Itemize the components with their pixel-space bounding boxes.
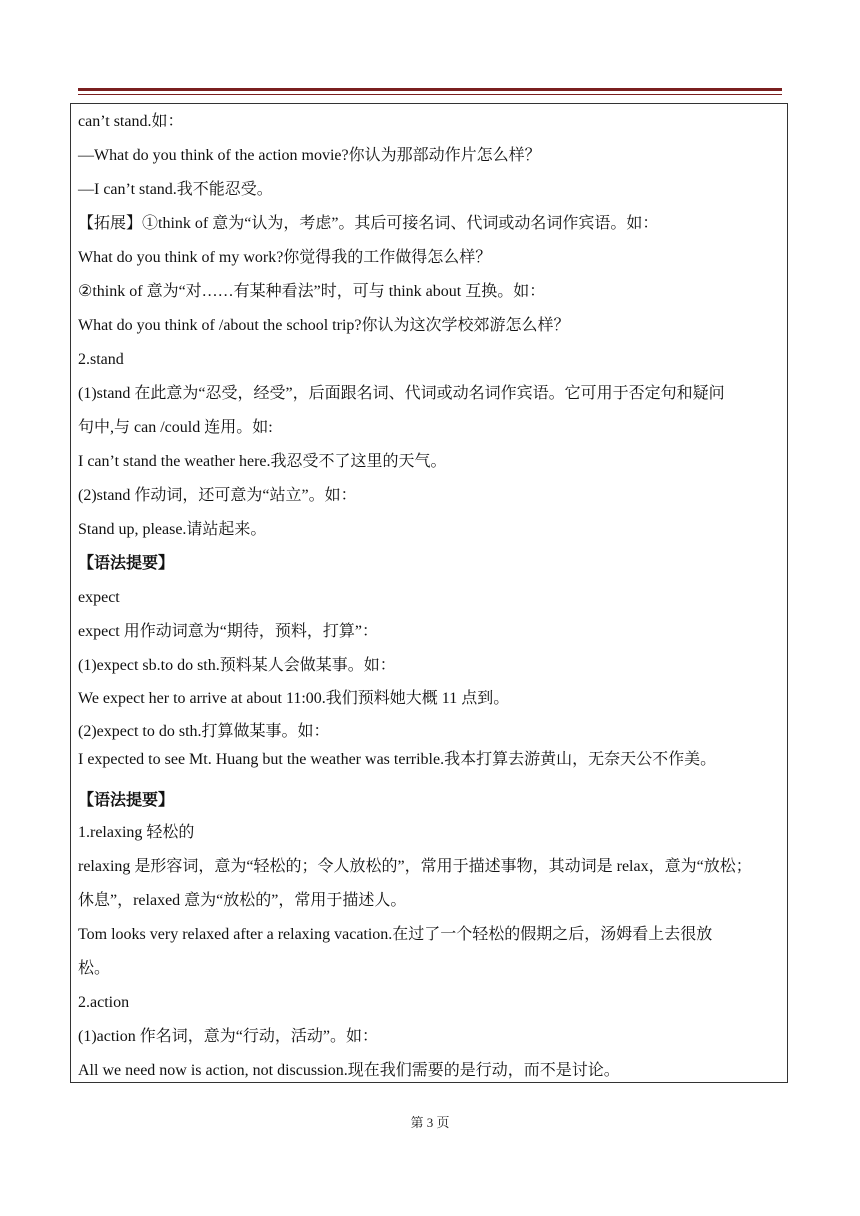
text-line: (1)expect sb.to do sth.预料某人会做某事。如： [78,657,396,674]
text-line: We expect her to arrive at about 11:00.我们预料她大概 11 点到。 [78,690,510,707]
text-line: Stand up, please.请站起来。 [78,521,267,538]
text-line: (2)stand 作动词，还可意为“站立”。如： [78,487,357,504]
section-heading: 2.action [78,994,130,1011]
text-line: —I can’t stand.我不能忍受。 [78,181,273,198]
text-line: relaxing 是形容词，意为“轻松的；令人放松的”，常用于描述事物，其动词是 relax，意为“放松； [78,858,752,875]
grammar-heading: 【语法提要】 [78,555,175,572]
text-line: All we need now is action, not discussion.现在我们需要的是行动，而不是讨论。 [78,1062,620,1079]
text-line: 【拓展】①think of 意为“认为，考虑”。其后可接名词、代词或动名词作宾语。如： [78,215,659,232]
section-heading: 1.relaxing 轻松的 [78,824,195,841]
text-line: 句中,与 can /could 连用。如: [78,419,273,436]
text-line: Tom looks very relaxed after a relaxing vacation.在过了一个轻松的假期之后，汤姆看上去很放 [78,926,713,943]
text-line: 松。 [78,960,111,977]
grammar-heading: 【语法提要】 [78,792,175,809]
text-line: can’t stand.如： [78,113,184,130]
text-line: —What do you think of the action movie?你认为那部动作片怎么样？ [78,147,541,164]
section-heading: 2.stand [78,351,124,368]
text-line: (2)expect to do sth.打算做某事。如： [78,723,330,740]
header-rule-thick [78,88,782,91]
header-rule-thin [78,94,782,95]
text-line: 休息”，relaxed 意为“放松的”，常用于描述人。 [78,892,407,909]
page-number: 第 3 页 [410,1115,450,1130]
text-line: expect 用作动词意为“期待，预料，打算”： [78,623,378,640]
text-line: (1)stand 在此意为“忍受，经受”，后面跟名词、代词或动名词作宾语。它可用于否定句和疑问 [78,385,725,402]
section-heading: expect [78,589,120,606]
text-line: (1)action 作名词，意为“行动，活动”。如： [78,1028,378,1045]
text-line: What do you think of /about the school trip?你认为这次学校郊游怎么样？ [78,317,570,334]
text-line: I can’t stand the weather here.我忍受不了这里的天气。 [78,453,447,470]
text-line: What do you think of my work?你觉得我的工作做得怎么样？ [78,249,492,266]
text-line: I expected to see Mt. Huang but the weather was terrible.我本打算去游黄山，无奈天公不作美。 [78,751,717,768]
text-line: ②think of 意为“对……有某种看法”时，可与 think about 互换。如： [78,283,546,300]
